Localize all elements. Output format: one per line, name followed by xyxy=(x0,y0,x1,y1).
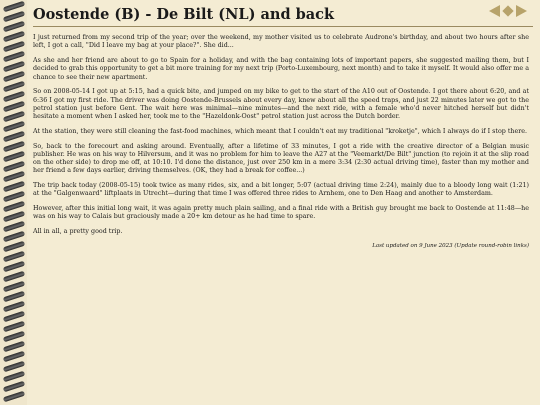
page-content xyxy=(33,0,533,249)
paragraph: So on 2008-05-14 I got up at 5:15, had a quick bite, and jumped on my bike to get to the start of the A10 out of Oostende. I got there about 6:20, and at 6:36 I got my first ride. The driver was doing Oostende-Brussels about every day, knew about all the speed traps, and just 22 minutes later we got to the petrol station just before Gent. The wait here was minimal—nine minutes—and the next ride, with a female who'd never hitched herself but didn't hesitate a moment when I asked her, took me to the "Hazeldonk-Oost" petrol station just across the Dutch border. xyxy=(33,88,529,121)
paragraph: At the station, they were still cleaning the fast-food machines, which meant that I couldn't eat my traditional "kroketje", which I always do if I stop there. xyxy=(33,127,528,135)
paragraph: As she and her friend are about to go to Spain for a holiday, and with the bag containing lots of important papers, she suggested mailing them, but I decided to grab this opportunity to get a bit more training for my next trip (Porto-Luxembourg, next month) and to take it myself. It would also offer me a chance to see their new apartment. xyxy=(33,56,529,81)
paragraph: All in all, a pretty good trip. xyxy=(33,228,123,236)
spiral-binding xyxy=(0,0,27,405)
page-title: Oostende (B) - De Bilt (NL) and back xyxy=(33,6,335,23)
navigation-arrows xyxy=(489,5,527,17)
paragraph: So, back to the forecourt and asking around. Eventually, after a lifetime of 33 minutes, I got a ride with the creative director of a Belgian music publisher. He was on his way to Hilversum, and it was no problem for him to leave the A27 at the "Veemarkt/De Bilt" junction (to rejoin it at the slip road on the other side) to drop me off, at 10:10. I'd done the distance, just over 250 km in a mere 3:34 (2:30 actual driving time), faster than my mother and her friend a few days earlier, driving themselves. (OK, they had a break for coffee...) xyxy=(33,142,529,175)
last-updated[interactable]: Last updated on 9 June 2023 (Update round-robin links) xyxy=(372,242,529,249)
paragraph: The trip back today (2008-05-15) took twice as many rides, six, and a bit longer, 5:07 (actual driving time 2:24), mainly due to a bloody long wait (1:21) at the "Galgenwaard" liftplaats in Utrecht—during that time I was offered three rides to Arnhem, one to Den Haag and another to Amsterdam. xyxy=(33,182,529,198)
up-icon[interactable] xyxy=(502,5,513,16)
page-header xyxy=(33,0,533,27)
binding-ring xyxy=(3,391,25,403)
paragraph: However, after this initial long wait, it was again pretty much plain sailing, and a final ride with a British guy brought me back to Oostende at 11:48—he was on his way to Calais but graciously made a 20+ km detour as he had time to spare. xyxy=(33,205,529,221)
paragraph: I just returned from my second trip of the year; over the weekend, my mother visited us to celebrate Audrone's birthday, and about two hours after she left, I got a call, "Did I leave my bag at your place?". She did... xyxy=(33,34,529,50)
article-body xyxy=(33,27,533,249)
next-arrow-icon[interactable] xyxy=(516,5,527,17)
previous-arrow-icon[interactable] xyxy=(489,5,500,17)
